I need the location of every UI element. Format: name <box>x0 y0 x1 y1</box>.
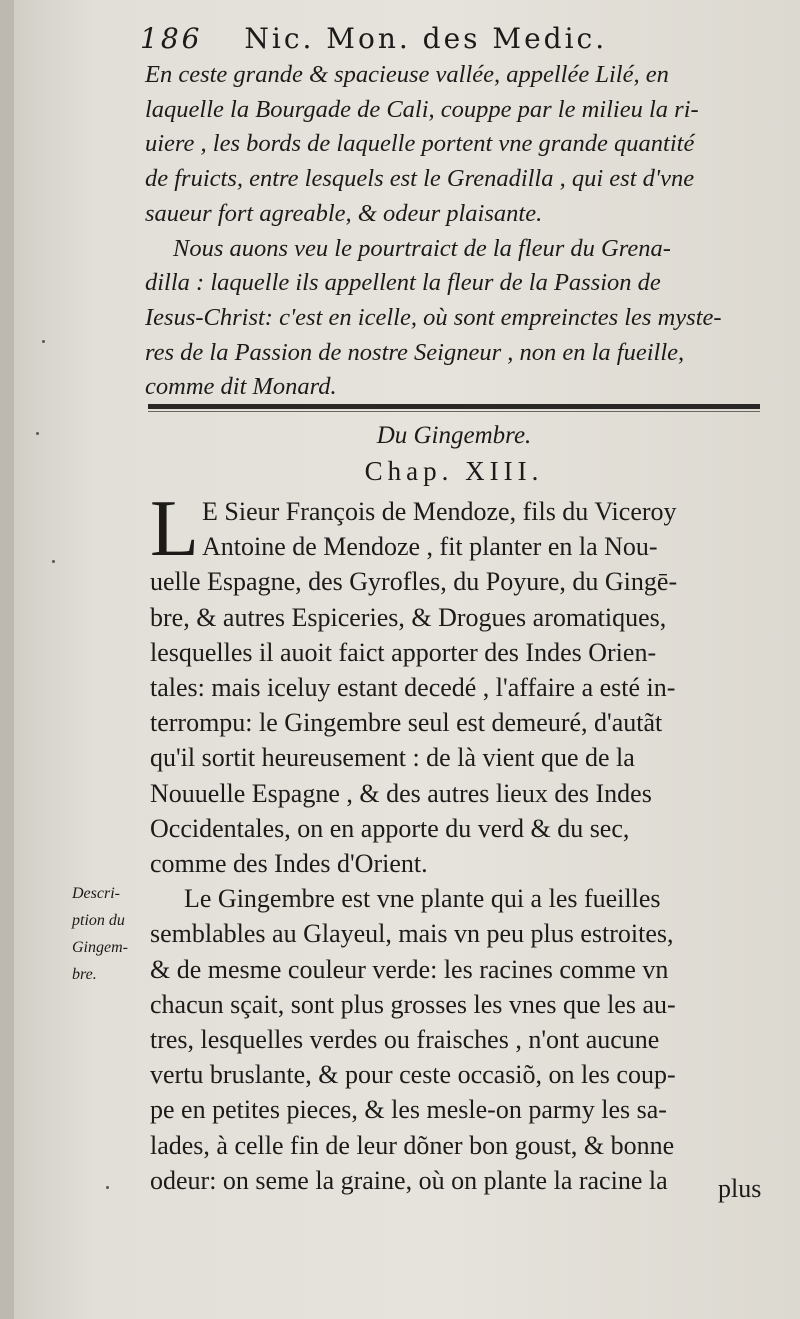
body-line: E Sieur François de Mendoze, fils du Viceroy <box>202 497 677 526</box>
paper-speck <box>42 340 45 343</box>
italic-line: res de la Passion de nostre Seigneur , non en la fueille, <box>145 338 685 366</box>
section-rule <box>148 404 760 409</box>
running-title: Nic. Mon. des Medic. <box>244 22 608 55</box>
running-head <box>140 22 740 55</box>
chapter-heading: Chap. XIII. <box>364 456 544 486</box>
body-line: vertu bruslante, & pour ceste occasiõ, on les coup- <box>150 1060 676 1090</box>
margin-note-line: Gingem- <box>72 939 128 956</box>
italic-line: de fruicts, entre lesquels est le Grenadilla , qui est d'vne <box>145 165 695 193</box>
body-line: Occidentales, on en apporte du verd & du sec, <box>150 813 630 843</box>
body-line: tres, lesquelles verdes ou fraisches , n'ont aucune <box>150 1025 660 1055</box>
italic-line: saueur fort agreable, & odeur plaisante. <box>145 199 543 227</box>
body-line: Nouuelle Espagne , & des autres lieux des Indes <box>150 778 652 808</box>
drop-capital: L <box>150 485 199 573</box>
paper-speck <box>106 1186 109 1189</box>
italic-line: comme dit Monard. <box>145 373 337 401</box>
body-line: qu'il sortit heureusement : de là vient que de la <box>150 743 635 773</box>
italic-line: uiere , les bords de laquelle portent vne grande quantité <box>145 130 695 158</box>
catchword: plus <box>718 1174 762 1203</box>
italic-line: dilla : laquelle ils appellent la fleur de la Passion de <box>145 269 661 297</box>
page-gutter <box>0 0 14 1319</box>
margin-note-line: Descri- <box>72 885 120 902</box>
paper-speck <box>36 432 39 435</box>
body-line: lades, à celle fin de leur dõner bon goust, & bonne <box>150 1130 675 1160</box>
body-line: chacun sçait, sont plus grosses les vnes que les au- <box>150 989 676 1019</box>
margin-note-line: bre. <box>72 966 97 983</box>
body-text <box>150 485 770 1198</box>
body-line: comme des Indes d'Orient. <box>150 849 428 879</box>
body-line: semblables au Glayeul, mais vn peu plus estroites, <box>150 919 674 949</box>
page-number: 186 <box>140 22 203 55</box>
body-line: tales: mais iceluy estant decedé , l'affaire a esté in- <box>150 673 676 703</box>
section-title: Du Gingembre. <box>376 422 532 449</box>
body-line: lesquelles il auoit faict apporter des Indes Orien- <box>150 637 657 667</box>
body-line: & de mesme couleur verde: les racines comme vn <box>150 954 669 984</box>
body-line: terrompu: le Gingembre seul est demeuré, d'autãt <box>150 708 663 738</box>
italic-line: Iesus-Christ: c'est en icelle, où sont empreinctes les myste- <box>145 303 722 331</box>
body-line: uelle Espagne, des Gyrofles, du Poyure, du Gingē- <box>150 567 678 597</box>
italic-line: laquelle la Bourgade de Cali, couppe par le milieu la ri- <box>145 95 699 123</box>
body-line: bre, & autres Espiceries, & Drogues aromatiques, <box>150 602 667 632</box>
body-line: Le Gingembre est vne plante qui a les fueilles <box>184 884 661 914</box>
body-line: odeur: on seme la graine, où on plante la racine la <box>150 1165 668 1195</box>
section-rule-thin <box>148 411 760 412</box>
italic-line: En ceste grande & spacieuse vallée, appellée Lilé, en <box>145 61 669 88</box>
italic-line: Nous auons veu le pourtraict de la fleur du Grena- <box>173 234 671 262</box>
margin-note-line: ption du <box>72 912 125 929</box>
paper-speck <box>52 560 55 563</box>
italic-passage <box>145 58 765 405</box>
body-line: pe en petites pieces, & les mesle-on parmy les sa- <box>150 1095 667 1125</box>
body-line: Antoine de Mendoze , fit planter en la Nou- <box>202 532 658 562</box>
margin-note <box>72 880 152 988</box>
